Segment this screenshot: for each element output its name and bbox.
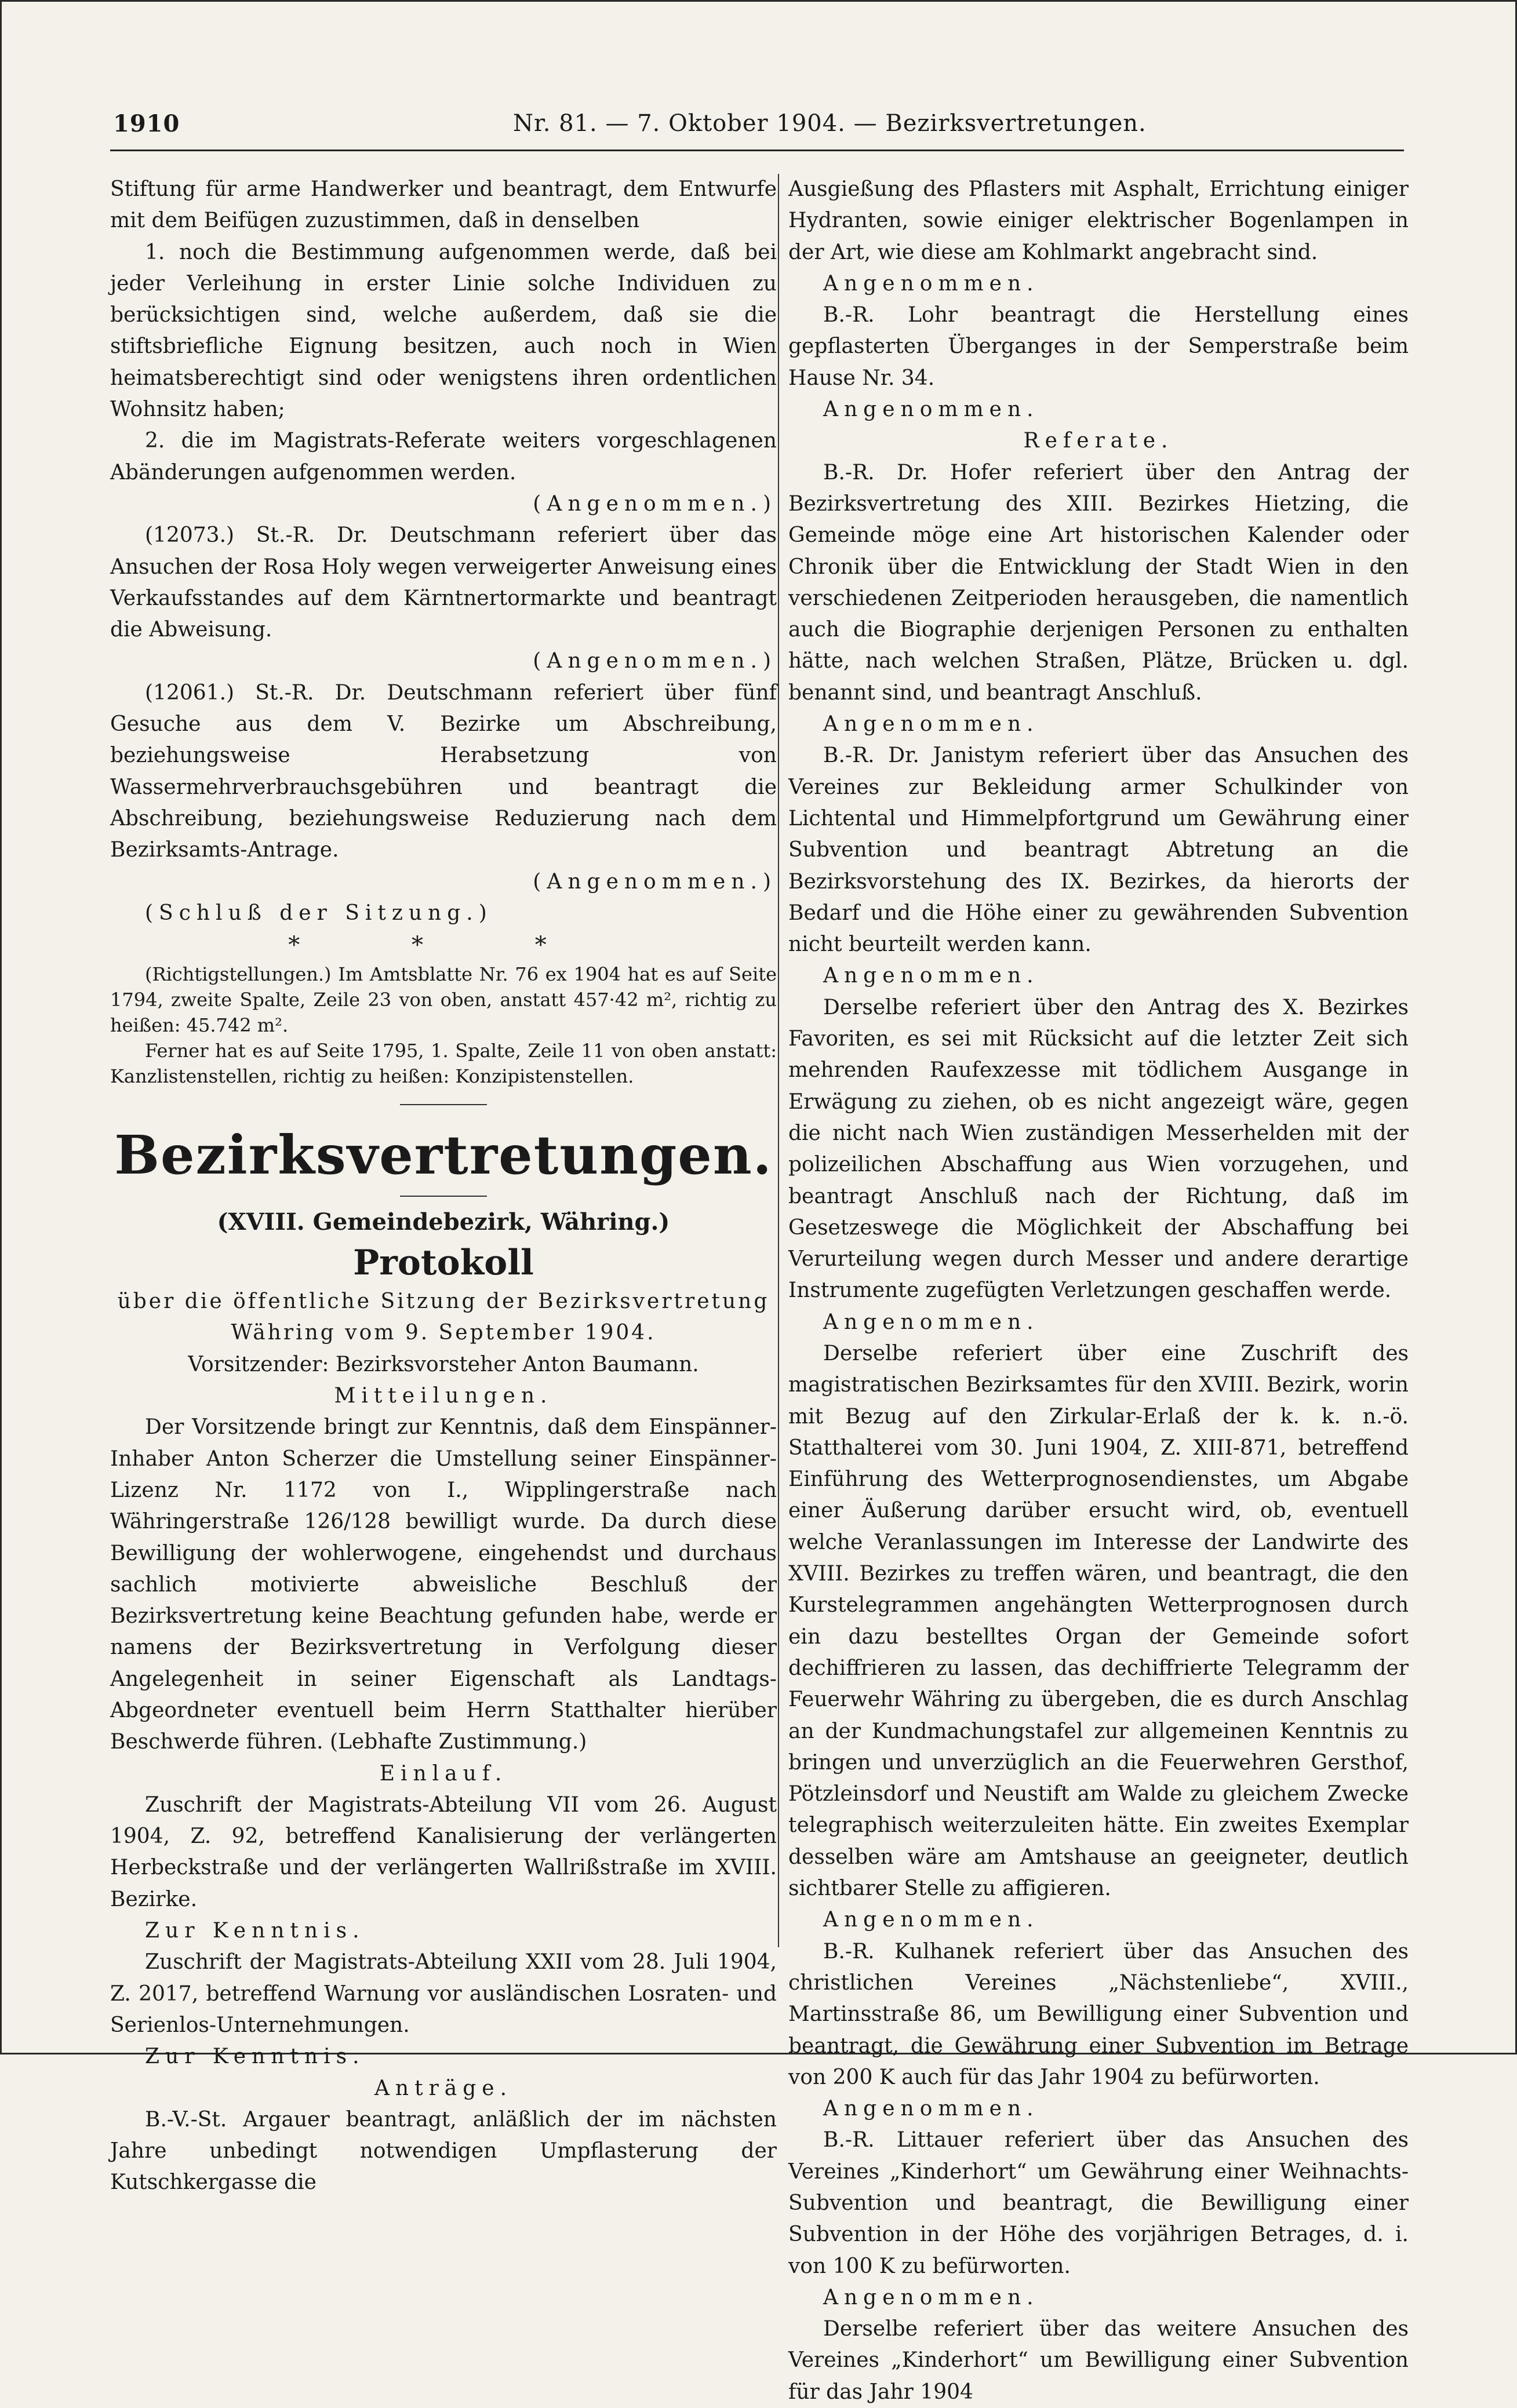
divider [400,1104,487,1105]
correction-paragraph: (Richtigstellungen.) Im Amtsblatte Nr. 76 ex 1904 hat es auf Seite 1794, zweite Spalte, Zeile 23 von oben, anstatt 457·42 m², richtig zu heißen: 45.742 m². [110,963,777,1037]
result-note: Angenommen. [823,1310,1039,1334]
result-note: Angenommen. [823,2097,1039,2121]
district-heading: (XVIII. Gemeindebezirk, Währing.) [217,1208,670,1236]
result-note: Angenommen. [823,712,1039,737]
divider [400,1196,487,1197]
paragraph: Ausgießung des Pflasters mit Asphalt, Errichtung einiger Hydranten, sowie einiger elektrischer Bogenlampen in der Art, wie diese am Kohlmarkt angebracht sind. [788,177,1409,264]
result-note: Angenommen. [823,964,1039,988]
header-rule [110,150,1404,151]
paragraph: Zuschrift der Magistrats-Abteilung VII vom 26. August 1904, Z. 92, betreffend Kanalisierung der verlängerten Herbeckstraße und der verlängerten Wallrißstraße im XVIII. Bezirke. [110,1793,777,1911]
paragraph: Der Vorsitzende bringt zur Kenntnis, daß dem Einspänner-Inhaber Anton Scherzer die Umstellung seiner Einspänner-Lizenz Nr. 1172 von I., Wipplingerstraße nach Währingerstraße 126/128 bewilligt wurde. Da durch diese Bewilligung der wohlerwogene, eingehendst und durchaus sachlich motivierte abweisliche Beschluß der Bezirksvertretung keine Beachtung gefunden habe, werde er namens der Bezirksvertretung in Verfolgung dieser Angelegenheit in seiner Eigenschaft als Landtags-Abgeordneter eventuell beim Herrn Statthalter hierüber Beschwerde führen. (Lebhafte Zustimmung.) [110,1415,777,1754]
protokoll-heading: Protokoll [353,1243,534,1284]
left-column [110,174,777,2199]
result-note: Angenommen. [823,271,1039,296]
result-note: Angenommen. [823,398,1039,422]
paragraph: (12073.) St.-R. Dr. Deutschmann referiert über das Ansuchen der Rosa Holy wegen verweigerter Anweisung eines Verkaufsstandes auf dem Kärntnertormarkte und beantragt die Abweisung. [110,523,777,642]
paragraph: B.-R. Lohr beantragt die Herstellung eines gepflasterten Überganges in der Semperstraße beim Hause Nr. 34. [788,303,1409,390]
paragraph: Derselbe referiert über das weitere Ansuchen des Vereines „Kinderhort“ um Bewilligung einer Subvention für das Jahr 1904 [788,2317,1409,2404]
paragraph: Derselbe referiert über eine Zuschrift des magistratischen Bezirksamtes für den XVIII. Bezirk, worin mit Bezug auf den Zirkular-Erlaß der k. k. n.-ö. Statthalterei vom 30. Juni 1904, Z. XIII-871, betreffend Einführung des Wetterprognosendienstes, um Abgabe einer Äußerung darüber ersucht wird, ob, eventuell welche Veranlassungen im Interesse der Landwirte des XVIII. Bezirkes zu treffen wären, und beantragt, die den Kurstelegrammen angehängten Wetterprognosen durch ein dazu bestelltes Organ der Gemeinde sofort dechiffrieren zu lassen, das dechiffrierte Telegramm der Feuerwehr Währing zu übergeben, die es durch Anschlag an der Kundmachungstafel zur allgemeinen Kenntnis zu bringen und unverzüglich an die Feuerwehren Gersthof, Pötzleinsdorf und Neustift am Walde zu gleichem Zwecke telegraphisch weiterzuleiten hätte. Ein zweites Exemplar desselben wäre am Amtshause an geeigneter, deutlich sichtbarer Stelle zu affigieren. [788,1341,1409,1901]
protokoll-date: Währing vom 9. September 1904. [231,1321,656,1345]
paragraph: 1. noch die Bestimmung aufgenommen werde, daß bei jeder Verleihung in erster Linie solche Individuen zu berücksichtigen sind, welche außerdem, daß sie die stiftsbriefliche Eignung besitzen, auch noch in Wien heimatsberechtigt sind oder wenigstens ihren ordentlichen Wohnsitz haben; [110,240,777,422]
subheading: Referate. [1023,429,1174,453]
result-note: Angenommen. [823,2285,1039,2309]
running-title: Nr. 81. — 7. Oktober 1904. — Bezirksvertretungen. [513,110,1147,137]
chair-line: Vorsitzender: Bezirksvorsteher Anton Baumann. [188,1352,699,1376]
paragraph: B.-R. Littauer referiert über das Ansuchen des Vereines „Kinderhort“ um Gewährung einer Weihnachts-Subvention und beantragt, die Bewilligung einer Subvention in der Höhe des vorjährigen Betrages, d. i. von 100 K zu befürworten. [788,2128,1409,2278]
paragraph: 2. die im Magistrats-Referate weiters vorgeschlagenen Abänderungen aufgenommen werden. [110,429,777,484]
page-number: 1910 [113,110,180,137]
paragraph: (12061.) St.-R. Dr. Deutschmann referiert über fünf Gesuche aus dem V. Bezirke um Abschreibung, beziehungsweise Herabsetzung von Wassermehrverbrauchsgebühren und beantragt die Abschreibung, beziehungsweise Reduzierung nach dem Bezirksamts-Antrage. [110,680,777,862]
result-note: Zur Kenntnis. [145,2045,365,2069]
paragraph: B.-R. Dr. Hofer referiert über den Antrag der Bezirksvertretung des XIII. Bezirkes Hietzing, die Gemeinde möge eine Art historischen Kalender oder Chronik über die Entwicklung der Stadt Wien in den verschiedenen Zeitperioden herausgeben, die namentlich auch die Biographie derjenigen Personen zu enthalten hätte, nach welchen Straßen, Plätze, Brücken u. dgl. benannt sind, und beantragt Anschluß. [788,460,1409,705]
paragraph: Stiftung für arme Handwerker und beantragt, dem Entwurfe mit dem Beifügen zuzustimmen, daß in denselben [110,177,777,233]
protokoll-subtitle: über die öffentliche Sitzung der Bezirksvertretung [117,1289,770,1314]
result-note: Angenommen. [823,1908,1039,1932]
right-column [788,174,1409,2408]
subheading: Mitteilungen. [334,1384,553,1408]
page-header [113,110,1404,151]
correction-paragraph: Ferner hat es auf Seite 1795, 1. Spalte, Zeile 11 von oben anstatt: Kanzlistenstellen, richtig zu heißen: Konzipistenstellen. [110,1040,777,1088]
result-note: Zur Kenntnis. [145,1919,365,1943]
closing-note: (Schluß der Sitzung.) [145,901,493,925]
subheading: Einlauf. [379,1761,508,1786]
column-divider [778,174,779,1947]
paragraph: B.-V.-St. Argauer beantragt, anläßlich der im nächsten Jahre unbedingt notwendigen Umpflasterung der Kutschkergasse die [110,2107,777,2195]
result-note: (Angenommen.) [533,649,777,673]
paragraph: B.-R. Dr. Janistym referiert über das Ansuchen des Vereines zur Bekleidung armer Schulkinder von Lichtental und Himmelpfortgrund um Gewährung einer Subvention und beantragt Abtretung an die Bezirksvorstehung des IX. Bezirkes, da hierorts der Bedarf und die Höhe einer zu gewährenden Subvention nicht beurteilt werden kann. [788,744,1409,957]
subheading: Anträge. [374,2076,513,2100]
paragraph: B.-R. Kulhanek referiert über das Ansuchen des christlichen Vereines „Nächstenliebe“, XVIII., Martinsstraße 86, um Bewilligung einer Subvention und beantragt, die Gewährung einer Subvention im Betrage von 200 K auch für das Jahr 1904 zu befürworten. [788,1939,1409,2089]
result-note: (Angenommen.) [533,491,777,516]
section-stars: * * * [288,932,599,959]
section-title: Bezirksvertretungen. [114,1124,773,1187]
paragraph: Derselbe referiert über den Antrag des X. Bezirkes Favoriten, es sei mit Rücksicht auf die letzter Zeit sich mehrenden Raufexzesse mit tödlichem Ausgange in Erwägung zu ziehen, ob es nicht angezeigt wäre, gegen die nicht nach Wien zuständigen Messerhelden mit der polizeilichen Abschaffung aus Wien vorzugehen, und beantragt Anschluß nach der Richtung, daß im Gesetzeswege die Möglichkeit der Abschaffung bei Verurteilung wegen durch Messer und andere derartige Instrumente zugefügten Verletzungen geschaffen werde. [788,995,1409,1303]
paragraph: Zuschrift der Magistrats-Abteilung XXII vom 28. Juli 1904, Z. 2017, betreffend Warnung vor ausländischen Losraten- und Serienlos-Unternehmungen. [110,1950,777,2037]
result-note: (Angenommen.) [533,869,777,894]
